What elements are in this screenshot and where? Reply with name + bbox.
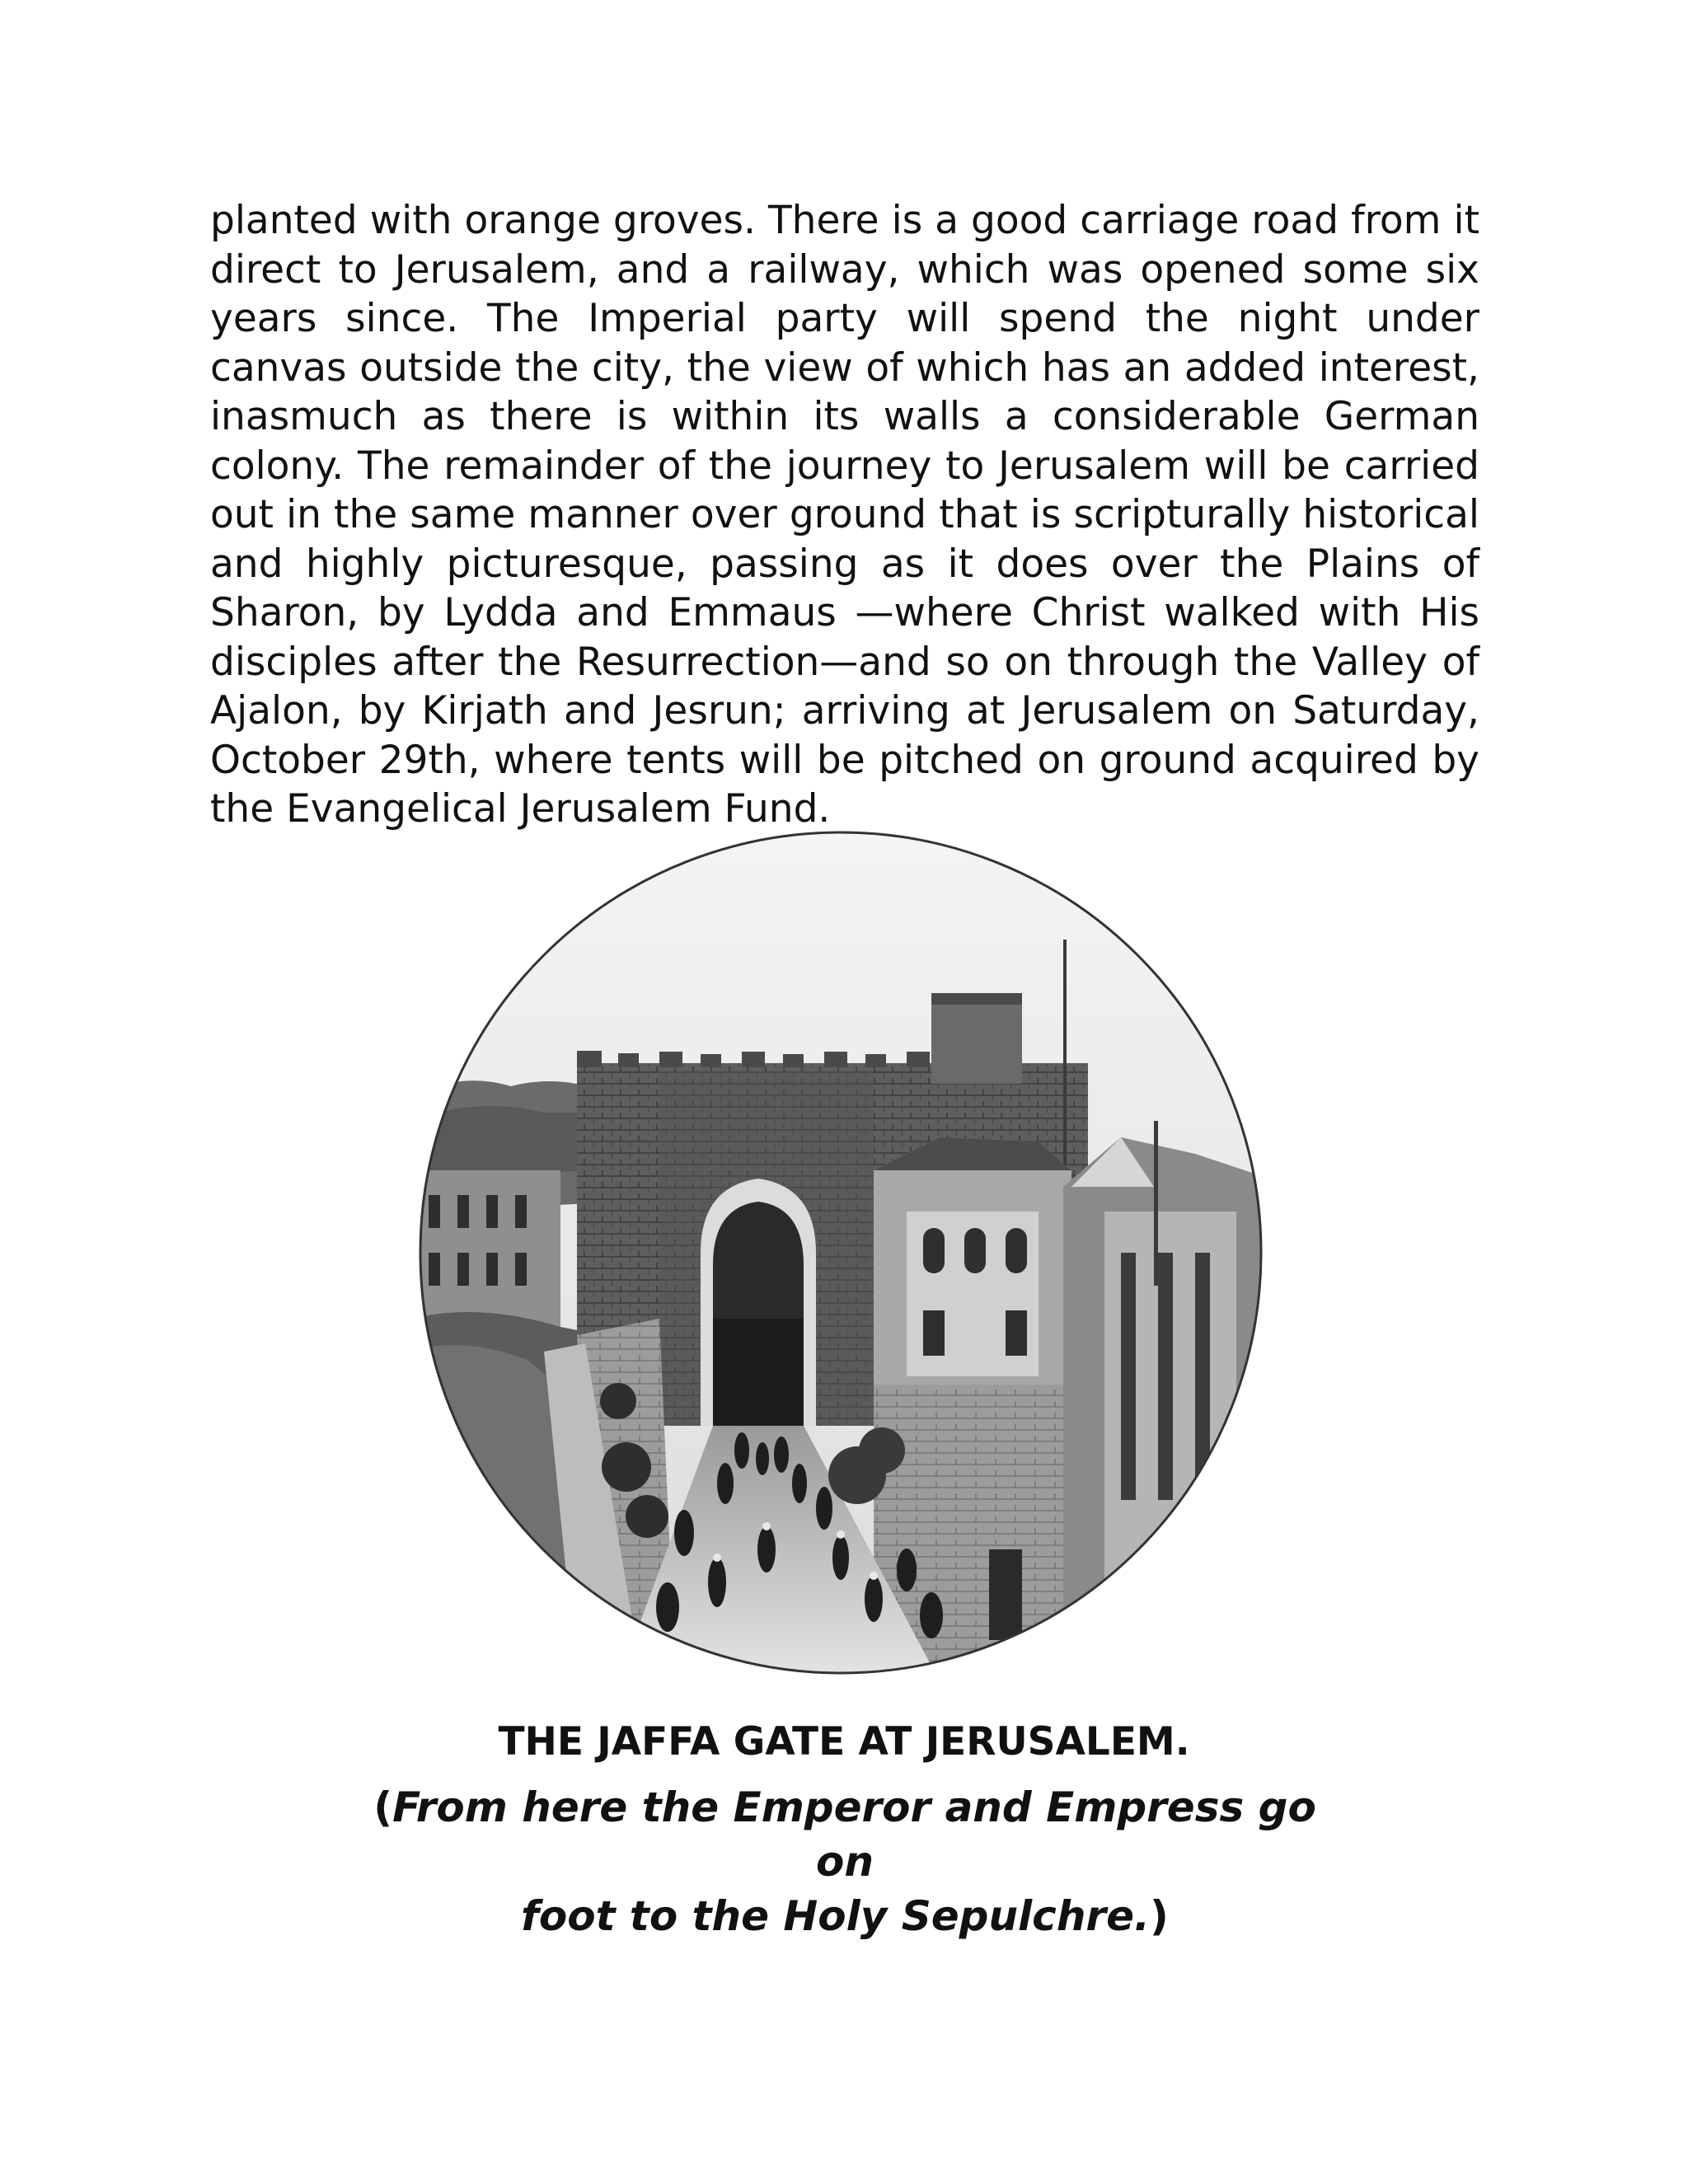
body-paragraph: planted with orange groves. There is a good carriage road from it direct to Jerusalem, and a railway, which was opened some six years since. The Imperial party will spend the night under canvas outside the city, the view of which has an added interest, inasmuch as there is within its walls a considerable German colony. The remainder of the journey to Jerusalem will be carried out in the same manner over ground that is scripturally historical and highly picturesque, passing as it does over the Plains of Sharon, by Lydda and Emmaus —where Christ walked with His disciples after the Resurrection—and so on through the Valley of Ajalon, by Kirjath and Jesrun; arriving at Jerusalem on Saturday, October 29th, where tents will be pitched on ground acquired by the Evangelical Jerusalem Fund. (210, 198, 1479, 832)
caption-note-line-2: foot to the Holy Sepulchre. (521, 1892, 1150, 1940)
caption-title: THE JAFFA GATE AT JERUSALEM. (498, 1719, 1190, 1765)
jaffa-gate-photograph (412, 824, 1269, 1681)
caption-open-paren: ( (373, 1783, 393, 1831)
caption-note (363, 1780, 1327, 1943)
caption-close-paren: ) (1149, 1892, 1169, 1940)
caption-note-line-1: From here the Emperor and Empress go on (392, 1783, 1316, 1886)
